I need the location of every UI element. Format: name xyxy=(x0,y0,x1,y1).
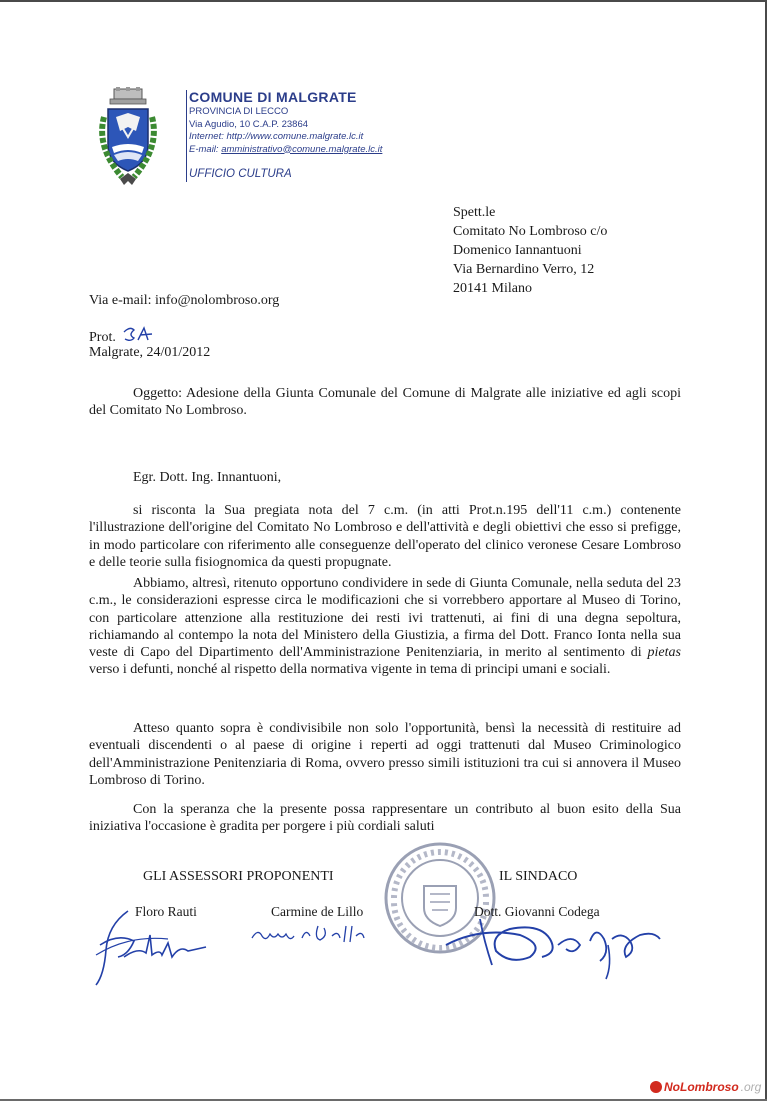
recipient-line-2: Comitato No Lombroso c/o xyxy=(453,224,608,239)
recipient-line-1: Spett.le xyxy=(453,205,496,220)
site-watermark xyxy=(650,1080,761,1094)
body-paragraph-1: si risconta la Sua pregiata nota del 7 c.m. (in atti Prot.n.195 dell'11 c.m.) contenente l'illustrazione dell'origine del Comitato No Lombroso e dell'attività e degli obiettivi che esso si prefigge, in modo particolare con riferimento alle conseguenze dell'operato del clinico veronese Cesare Lombroso e delle teorie sulla fisiognomica da questi propugnate. xyxy=(89,503,681,570)
letterhead-rule xyxy=(186,90,187,182)
salutation: Egr. Dott. Ing. Innantuoni, xyxy=(133,470,282,485)
subject-line: Oggetto: Adesione della Giunta Comunale del Comune di Malgrate alle iniziative ed agli scopi del Comitato No Lombroso. xyxy=(89,386,681,418)
paragraph-2-text-a: Abbiamo, altresì, ritenuto opportuno condividere in sede di Giunta Comunale, nella seduta del 23 c.m., le considerazioni espresse circa le modificazioni che si vorrebbero apportare al Museo di Torino, con particolare attenzione alla restituzione dei resti ivi trattenuti, ai fini di una degna sepoltura, richiamando al contempo la nota del Ministero della Giustizia, a firma del Dott. Franco Ionta nella sua veste di Capo del Dipartimento dell'Amministrazione Penitenziaria, in merito al sentimento di xyxy=(89,576,681,661)
letterhead-email-link[interactable]: amministrativo@comune.malgrate.lc.it xyxy=(221,143,383,155)
recipient-address xyxy=(453,203,607,298)
protocol-label: Prot. xyxy=(89,330,116,345)
handwritten-protocol-number xyxy=(122,326,156,344)
office-name: UFFICIO CULTURA xyxy=(189,168,292,180)
via-email-line: Via e-mail: info@nolombroso.org xyxy=(89,293,280,308)
watermark-brand: NoLombroso xyxy=(664,1080,739,1094)
body-paragraph-4: Con la speranza che la presente possa rappresentare un contributo al buon esito della Sua iniziativa l'occasione è gradita per porgere i più cordiali saluti xyxy=(89,802,681,835)
body-paragraph-2 xyxy=(89,575,681,679)
signatory-name-1: Floro Rauti xyxy=(135,904,197,919)
assessors-heading: GLI ASSESSORI PROPONENTI xyxy=(143,869,334,884)
province: PROVINCIA DI LECCO xyxy=(189,106,289,117)
municipality-name: COMUNE DI MALGRATE xyxy=(189,89,357,105)
signatory-name-2: Carmine de Lillo xyxy=(271,904,364,919)
municipal-crest-icon xyxy=(92,87,164,189)
paragraph-2-italic-term: pietas xyxy=(647,645,681,661)
recipient-line-3: Domenico Iannantuoni xyxy=(453,243,582,258)
letterhead-address: Via Agudio, 10 C.A.P. 23864 xyxy=(189,118,309,130)
letterhead xyxy=(189,88,382,180)
body-paragraph-3: Atteso quanto sopra è condivisibile non solo l'opportunità, bensì la necessità di restituire ad eventuali discendenti o al paese di origine i reperti ad oggi trattenuti dal Museo Criminologico dell'Amministrazione Penitenziaria di Roma, ovvero presso simili istituzioni tra cui si annovera il Museo Lombroso di Torino. xyxy=(89,721,681,788)
letterhead-website: Internet: http://www.comune.malgrate.lc.it xyxy=(189,131,364,142)
watermark-logo-icon xyxy=(650,1081,662,1093)
signatory-name-3: Dott. Giovanni Codega xyxy=(474,904,600,919)
recipient-line-5: 20141 Milano xyxy=(453,281,532,296)
paragraph-2-text-b: verso i defunti, nonché al rispetto della normativa vigente in tema di principi umani e sociali. xyxy=(89,662,611,678)
signature-1-icon xyxy=(88,905,213,990)
signature-2-icon xyxy=(248,920,368,950)
letterhead-email-label: E-mail: xyxy=(189,143,222,155)
mayor-heading: IL SINDACO xyxy=(499,869,578,884)
place-and-date: Malgrate, 24/01/2012 xyxy=(89,345,211,360)
watermark-tld: .org xyxy=(740,1080,762,1094)
recipient-line-4: Via Bernardino Verro, 12 xyxy=(453,262,595,277)
page-border-top xyxy=(0,0,767,2)
letterhead-email-line xyxy=(189,144,382,157)
signature-3-icon xyxy=(440,905,665,985)
